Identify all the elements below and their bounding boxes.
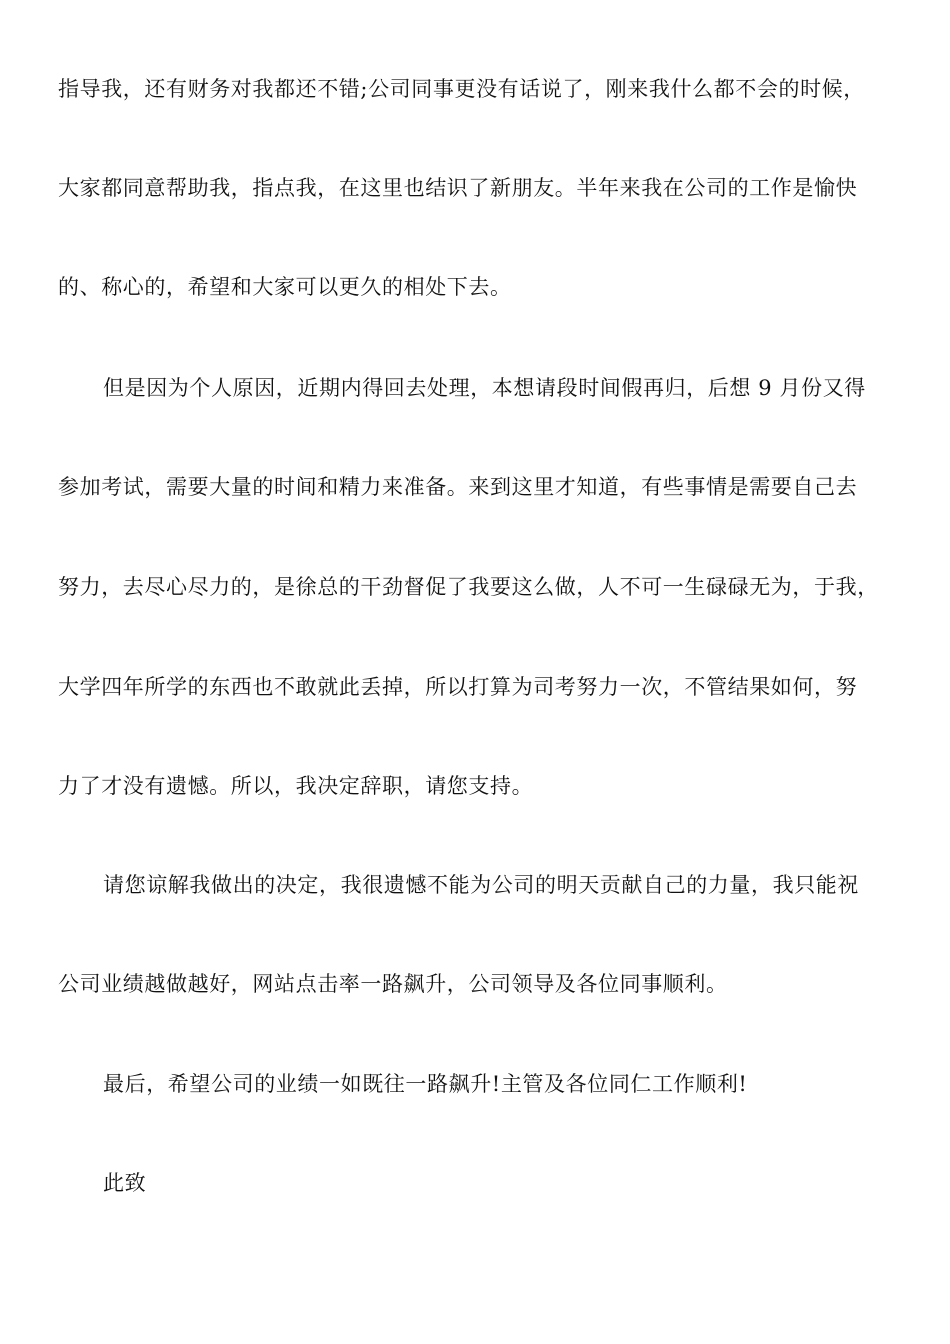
paragraph-start-line: 请您谅解我做出的决定，我很遗憾不能为公司的明天贡献自己的力量，我只能祝: [103, 873, 859, 897]
text-line: 指导我，还有财务对我都还不错;公司同事更没有话说了，刚来我什么都不会的时候，: [58, 77, 865, 101]
text-line: 的、称心的，希望和大家可以更久的相处下去。: [58, 275, 512, 299]
text-line: 大家都同意帮助我，指点我，在这里也结识了新朋友。半年来我在公司的工作是愉快: [58, 176, 858, 200]
text-line: 力了才没有遗憾。所以，我决定辞职，请您支持。: [58, 774, 534, 798]
paragraph-start-line: 最后，希望公司的业绩一如既往一路飙升!主管及各位同仁工作顺利!: [103, 1072, 748, 1096]
text-line: 努力，去尽心尽力的，是徐总的干劲督促了我要这么做，人不可一生碌碌无为，于我，: [58, 575, 879, 599]
text-line: 参加考试，需要大量的时间和精力来准备。来到这里才知道，有些事情是需要自己去: [58, 475, 858, 499]
text-line: 大学四年所学的东西也不敢就此丢掉，所以打算为司考努力一次，不管结果如何，努: [58, 675, 858, 699]
text-line: 公司业绩越做越好，网站点击率一路飙升，公司领导及各位同事顺利。: [58, 972, 728, 996]
closing-salutation: 此致: [103, 1171, 147, 1195]
paragraph-start-line: 但是因为个人原因，近期内得回去处理，本想请段时间假再归，后想 9 月份又得: [103, 376, 866, 400]
